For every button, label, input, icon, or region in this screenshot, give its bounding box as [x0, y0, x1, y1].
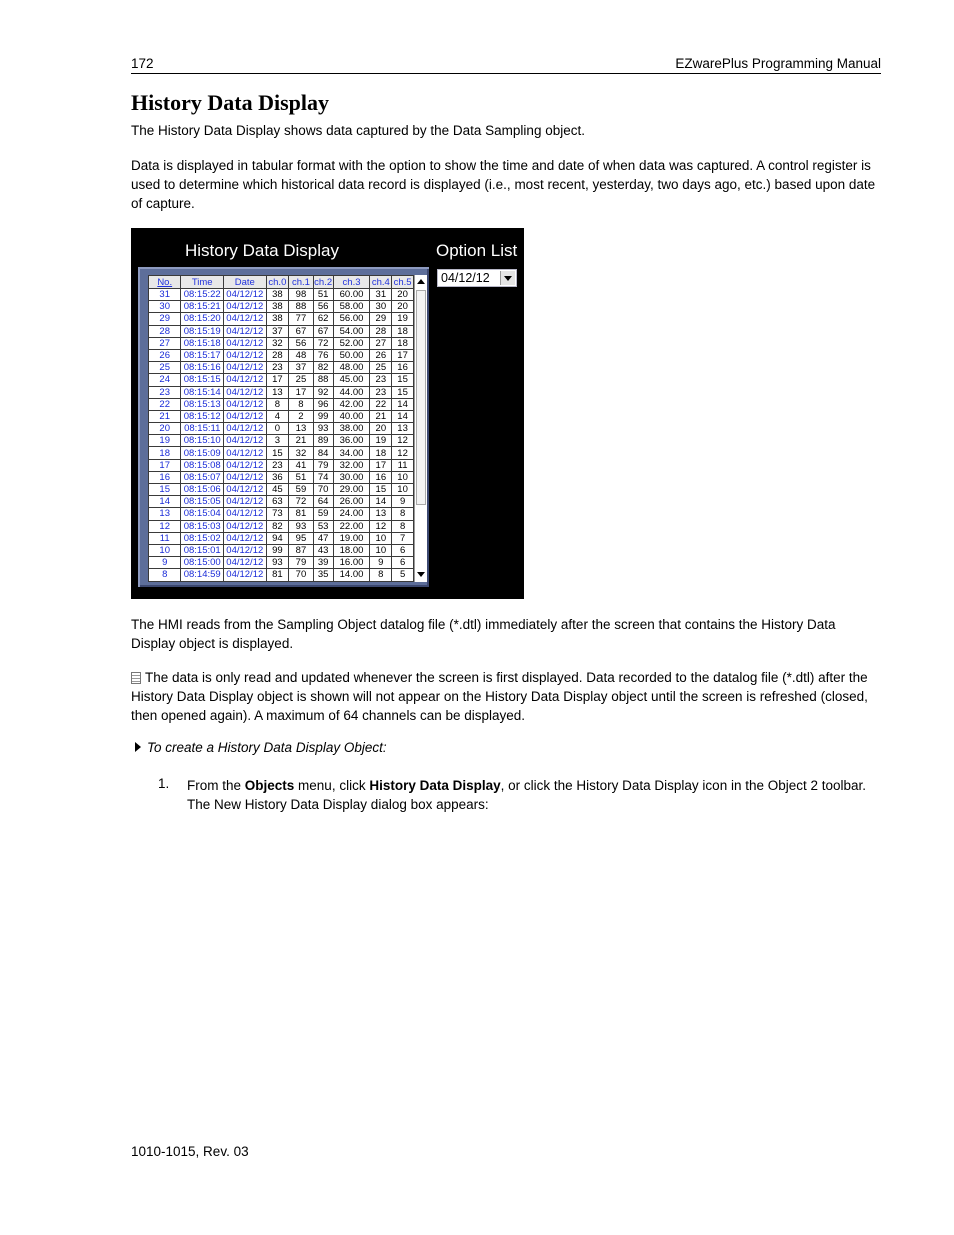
table-cell: 08:15:20	[181, 313, 224, 325]
table-cell: 50.00	[333, 349, 370, 361]
table-cell: 23	[266, 362, 289, 374]
table-cell: 79	[313, 459, 333, 471]
table-row	[149, 349, 414, 361]
table-cell: 9	[149, 557, 181, 569]
table-cell: 10	[370, 544, 392, 556]
table-cell: 17	[149, 459, 181, 471]
table-cell: 98	[289, 289, 313, 301]
table-row	[149, 410, 414, 422]
manual-title: EZwarePlus Programming Manual	[675, 56, 881, 71]
table-cell: 9	[392, 496, 414, 508]
table-cell: 6	[392, 544, 414, 556]
table-header-row	[149, 276, 414, 289]
option-list-value: 04/12/12	[441, 271, 490, 285]
table-cell: 0	[266, 423, 289, 435]
table-cell: 08:15:04	[181, 508, 224, 520]
table-cell: 79	[289, 557, 313, 569]
table-cell: 42.00	[333, 398, 370, 410]
table-cell: 18	[149, 447, 181, 459]
table-cell: 72	[313, 337, 333, 349]
table-cell: 20	[149, 423, 181, 435]
table-row	[149, 447, 414, 459]
table-cell: 04/12/12	[224, 484, 267, 496]
table-cell: 11	[149, 532, 181, 544]
section-title: History Data Display	[131, 90, 329, 115]
table-cell: 10	[392, 471, 414, 483]
table-cell: 23	[149, 386, 181, 398]
history-data-display-command: History Data Display	[369, 778, 501, 793]
table-row	[149, 471, 414, 483]
table-cell: 30	[149, 301, 181, 313]
table-row	[149, 508, 414, 520]
table-cell: 13	[149, 508, 181, 520]
table-cell: 51	[313, 289, 333, 301]
table-cell: 81	[266, 569, 289, 581]
scroll-down-arrow-icon[interactable]	[415, 568, 427, 582]
table-cell: 38	[266, 289, 289, 301]
table-cell: 34.00	[333, 447, 370, 459]
table-cell: 30.00	[333, 471, 370, 483]
table-cell: 23	[370, 374, 392, 386]
scroll-up-arrow-icon[interactable]	[415, 275, 427, 289]
table-cell: 15	[149, 484, 181, 496]
table-cell: 15	[370, 484, 392, 496]
table-row	[149, 289, 414, 301]
table-cell: 15	[392, 386, 414, 398]
table-cell: 62	[313, 313, 333, 325]
table-cell: 04/12/12	[224, 520, 267, 532]
table-cell: 04/12/12	[224, 447, 267, 459]
table-cell: 45	[266, 484, 289, 496]
table-row	[149, 313, 414, 325]
table-cell: 04/12/12	[224, 362, 267, 374]
table-cell: 19	[392, 313, 414, 325]
table-cell: 31	[370, 289, 392, 301]
table-cell: 04/12/12	[224, 349, 267, 361]
table-cell: 08:15:09	[181, 447, 224, 459]
table-cell: 14	[392, 410, 414, 422]
table-cell: 04/12/12	[224, 423, 267, 435]
table-cell: 56	[313, 301, 333, 313]
table-cell: 14	[370, 496, 392, 508]
table-cell: 28	[370, 325, 392, 337]
table-cell: 48	[289, 349, 313, 361]
intro-paragraph	[131, 121, 883, 140]
table-cell: 04/12/12	[224, 301, 267, 313]
table-cell: 77	[289, 313, 313, 325]
table-cell: 04/12/12	[224, 435, 267, 447]
table-cell: 08:15:08	[181, 459, 224, 471]
table-cell: 12	[392, 447, 414, 459]
table-cell: 88	[289, 301, 313, 313]
column-header: ch.1	[289, 276, 313, 289]
table-cell: 04/12/12	[224, 398, 267, 410]
table-cell: 8	[370, 569, 392, 581]
table-row	[149, 325, 414, 337]
table-row	[149, 386, 414, 398]
table-row	[149, 362, 414, 374]
scrollbar-thumb[interactable]	[416, 290, 426, 505]
table-cell: 56	[289, 337, 313, 349]
table-cell: 26	[370, 349, 392, 361]
table-cell: 6	[392, 557, 414, 569]
column-header: ch.3	[333, 276, 370, 289]
table-cell: 08:15:05	[181, 496, 224, 508]
table-cell: 28	[266, 349, 289, 361]
table-cell: 20	[392, 301, 414, 313]
table-cell: 35	[313, 569, 333, 581]
table-cell: 14	[392, 398, 414, 410]
table-cell: 13	[392, 423, 414, 435]
table-cell: 37	[289, 362, 313, 374]
table-cell: 22	[370, 398, 392, 410]
table-cell: 04/12/12	[224, 557, 267, 569]
table-cell: 32.00	[333, 459, 370, 471]
table-row	[149, 301, 414, 313]
table-cell: 99	[266, 544, 289, 556]
table-cell: 25	[149, 362, 181, 374]
table-cell: 04/12/12	[224, 569, 267, 581]
table-cell: 8	[149, 569, 181, 581]
table-cell: 23	[266, 459, 289, 471]
table-cell: 8	[392, 520, 414, 532]
table-cell: 08:15:18	[181, 337, 224, 349]
table-cell: 56.00	[333, 313, 370, 325]
table-cell: 18.00	[333, 544, 370, 556]
column-header: No.	[149, 276, 181, 289]
table-row	[149, 423, 414, 435]
table-cell: 18	[370, 447, 392, 459]
table-cell: 43	[313, 544, 333, 556]
table-cell: 39	[313, 557, 333, 569]
table-row	[149, 398, 414, 410]
table-cell: 38	[266, 301, 289, 313]
table-cell: 16	[370, 471, 392, 483]
table-cell: 23	[370, 386, 392, 398]
table-cell: 08:15:22	[181, 289, 224, 301]
table-cell: 08:15:07	[181, 471, 224, 483]
footer-doc-number: 1010-1015, Rev. 03	[131, 1144, 249, 1159]
table-cell: 04/12/12	[224, 544, 267, 556]
table-cell: 04/12/12	[224, 325, 267, 337]
table-cell: 11	[392, 459, 414, 471]
table-cell: 16	[149, 471, 181, 483]
table-cell: 26	[149, 349, 181, 361]
column-header: ch.2	[314, 276, 333, 288]
table-cell: 17	[289, 386, 313, 398]
table-cell: 93	[289, 520, 313, 532]
column-header: ch.4	[371, 276, 390, 288]
table-cell: 21	[370, 410, 392, 422]
note-text: The data is only read and updated whenever the screen is first displayed. Data recorded to the datalog file (*.dtl) after the History Data Display object is shown will not appear on the History Data Display object until the screen is refreshed (closed, then opened again). A maximum of 64 channels can be displayed.	[131, 670, 868, 723]
table-cell: 08:14:59	[181, 569, 224, 581]
table-cell: 84	[313, 447, 333, 459]
table-cell: 08:15:19	[181, 325, 224, 337]
column-header: Date	[224, 276, 267, 289]
table-cell: 10	[392, 484, 414, 496]
table-cell: 4	[266, 410, 289, 422]
table-cell: 08:15:14	[181, 386, 224, 398]
reads-paragraph	[131, 615, 883, 653]
option-list-dropdown[interactable]	[437, 269, 517, 287]
table-cell: 13	[370, 508, 392, 520]
table-row	[149, 557, 414, 569]
table-cell: 53	[313, 520, 333, 532]
table-cell: 08:15:12	[181, 410, 224, 422]
table-cell: 29.00	[333, 484, 370, 496]
table-cell: 08:15:01	[181, 544, 224, 556]
table-cell: 04/12/12	[224, 313, 267, 325]
table-row	[149, 374, 414, 386]
table-cell: 04/12/12	[224, 471, 267, 483]
table-cell: 95	[289, 532, 313, 544]
table-cell: 13	[266, 386, 289, 398]
table-cell: 25	[370, 362, 392, 374]
table-cell: 04/12/12	[224, 410, 267, 422]
hmi-title: History Data Display	[185, 241, 339, 260]
table-cell: 08:15:00	[181, 557, 224, 569]
step-text-part: From the	[187, 778, 245, 793]
table-cell: 87	[289, 544, 313, 556]
table-row	[149, 544, 414, 556]
table-cell: 24.00	[333, 508, 370, 520]
table-cell: 94	[266, 532, 289, 544]
table-cell: 04/12/12	[224, 386, 267, 398]
table-cell: 08:15:16	[181, 362, 224, 374]
table-cell: 40.00	[333, 410, 370, 422]
table-cell: 22	[149, 398, 181, 410]
history-table-viewport	[148, 275, 414, 582]
table-cell: 21	[149, 410, 181, 422]
table-cell: 38.00	[333, 423, 370, 435]
table-cell: 04/12/12	[224, 508, 267, 520]
history-data-table	[148, 275, 414, 582]
format-paragraph	[131, 156, 883, 213]
column-header: ch.0	[266, 276, 289, 289]
table-cell: 17	[370, 459, 392, 471]
table-cell: 59	[289, 484, 313, 496]
table-cell: 20	[392, 289, 414, 301]
step-text-part: menu, click	[294, 778, 370, 793]
step-text	[187, 776, 877, 814]
table-cell: 04/12/12	[224, 496, 267, 508]
table-cell: 27	[149, 337, 181, 349]
table-cell: 08:15:10	[181, 435, 224, 447]
table-cell: 17	[266, 374, 289, 386]
table-cell: 04/12/12	[224, 289, 267, 301]
table-cell: 89	[313, 435, 333, 447]
table-row	[149, 532, 414, 544]
table-cell: 38	[266, 313, 289, 325]
table-cell: 08:15:15	[181, 374, 224, 386]
table-cell: 31	[149, 289, 181, 301]
table-cell: 81	[289, 508, 313, 520]
table-cell: 3	[266, 435, 289, 447]
table-cell: 27	[370, 337, 392, 349]
table-cell: 12	[392, 435, 414, 447]
table-cell: 18	[392, 325, 414, 337]
format-text: Data is displayed in tabular format with the option to show the time and date of when data was captured. A control register is used to determine which historical data record is displayed (i.e., most recent, yesterday, two days ago, etc.) based upon date of capture.	[131, 158, 876, 211]
table-cell: 88	[313, 374, 333, 386]
table-cell: 32	[289, 447, 313, 459]
table-cell: 41	[289, 459, 313, 471]
table-cell: 59	[313, 508, 333, 520]
table-cell: 08:15:02	[181, 532, 224, 544]
table-cell: 8	[392, 508, 414, 520]
table-cell: 2	[289, 410, 313, 422]
table-cell: 17	[392, 349, 414, 361]
step-text-part: , or click the History Data Display icon in the Object 2 toolbar. The New History Data Display dialog box appears:	[187, 778, 867, 812]
table-cell: 67	[313, 325, 333, 337]
step-number: 1.	[158, 776, 170, 791]
table-cell: 37	[266, 325, 289, 337]
table-cell: 20	[370, 423, 392, 435]
table-row	[149, 569, 414, 581]
table-cell: 18	[392, 337, 414, 349]
hmi-screenshot	[131, 228, 524, 599]
table-cell: 10	[149, 544, 181, 556]
table-row	[149, 520, 414, 532]
table-cell: 93	[313, 423, 333, 435]
table-cell: 5	[392, 569, 414, 581]
table-cell: 8	[289, 398, 313, 410]
table-cell: 25	[289, 374, 313, 386]
table-cell: 82	[266, 520, 289, 532]
table-cell: 96	[313, 398, 333, 410]
chevron-down-icon[interactable]	[500, 271, 515, 285]
table-cell: 04/12/12	[224, 374, 267, 386]
reads-text: The HMI reads from the Sampling Object datalog file (*.dtl) immediately after the screen that contains the History Data Display object is displayed.	[131, 617, 836, 651]
header-rule	[131, 73, 881, 74]
table-cell: 08:15:17	[181, 349, 224, 361]
table-cell: 9	[370, 557, 392, 569]
table-cell: 29	[149, 313, 181, 325]
table-cell: 08:15:06	[181, 484, 224, 496]
table-cell: 22.00	[333, 520, 370, 532]
table-cell: 70	[289, 569, 313, 581]
table-cell: 19	[149, 435, 181, 447]
table-cell: 72	[289, 496, 313, 508]
table-cell: 12	[370, 520, 392, 532]
table-cell: 14	[149, 496, 181, 508]
table-cell: 47	[313, 532, 333, 544]
procedure-title: To create a History Data Display Object:	[147, 740, 387, 755]
table-cell: 45.00	[333, 374, 370, 386]
table-cell: 52.00	[333, 337, 370, 349]
table-cell: 04/12/12	[224, 337, 267, 349]
table-cell: 21	[289, 435, 313, 447]
note-paragraph	[131, 668, 883, 725]
table-row	[149, 435, 414, 447]
table-cell: 04/12/12	[224, 459, 267, 471]
table-cell: 15	[392, 374, 414, 386]
table-cell: 04/12/12	[224, 532, 267, 544]
table-cell: 12	[149, 520, 181, 532]
column-header: ch.5	[393, 276, 412, 288]
intro-text: The History Data Display shows data captured by the Data Sampling object.	[131, 123, 585, 138]
table-cell: 08:15:11	[181, 423, 224, 435]
table-cell: 14.00	[333, 569, 370, 581]
table-cell: 51	[289, 471, 313, 483]
table-cell: 08:15:13	[181, 398, 224, 410]
table-cell: 15	[266, 447, 289, 459]
table-cell: 08:15:03	[181, 520, 224, 532]
table-cell: 60.00	[333, 289, 370, 301]
table-cell: 74	[313, 471, 333, 483]
column-header: Time	[181, 276, 224, 289]
table-scrollbar[interactable]	[414, 275, 427, 582]
page-number: 172	[131, 56, 154, 71]
table-cell: 8	[266, 398, 289, 410]
table-cell: 44.00	[333, 386, 370, 398]
table-cell: 16.00	[333, 557, 370, 569]
history-data-panel	[138, 267, 429, 587]
objects-menu-name: Objects	[244, 778, 295, 793]
table-cell: 30	[370, 301, 392, 313]
table-cell: 92	[313, 386, 333, 398]
table-cell: 29	[370, 313, 392, 325]
option-list-label: Option List	[436, 241, 518, 260]
table-cell: 64	[313, 496, 333, 508]
table-cell: 08:15:21	[181, 301, 224, 313]
table-cell: 19.00	[333, 532, 370, 544]
triangle-bullet-icon	[135, 742, 141, 752]
table-cell: 93	[266, 557, 289, 569]
table-cell: 54.00	[333, 325, 370, 337]
table-cell: 28	[149, 325, 181, 337]
table-cell: 10	[370, 532, 392, 544]
table-cell: 13	[289, 423, 313, 435]
table-cell: 48.00	[333, 362, 370, 374]
table-cell: 36	[266, 471, 289, 483]
table-row	[149, 459, 414, 471]
table-cell: 32	[266, 337, 289, 349]
table-cell: 16	[392, 362, 414, 374]
table-cell: 99	[313, 410, 333, 422]
table-cell: 24	[149, 374, 181, 386]
table-row	[149, 484, 414, 496]
table-cell: 82	[313, 362, 333, 374]
table-cell: 19	[370, 435, 392, 447]
table-cell: 63	[266, 496, 289, 508]
note-icon	[131, 672, 141, 684]
table-row	[149, 337, 414, 349]
table-cell: 58.00	[333, 301, 370, 313]
table-cell: 70	[313, 484, 333, 496]
table-cell: 67	[289, 325, 313, 337]
procedure-heading	[131, 740, 387, 755]
table-cell: 7	[392, 532, 414, 544]
table-row	[149, 496, 414, 508]
table-cell: 73	[266, 508, 289, 520]
table-cell: 76	[313, 349, 333, 361]
table-cell: 26.00	[333, 496, 370, 508]
table-cell: 36.00	[333, 435, 370, 447]
